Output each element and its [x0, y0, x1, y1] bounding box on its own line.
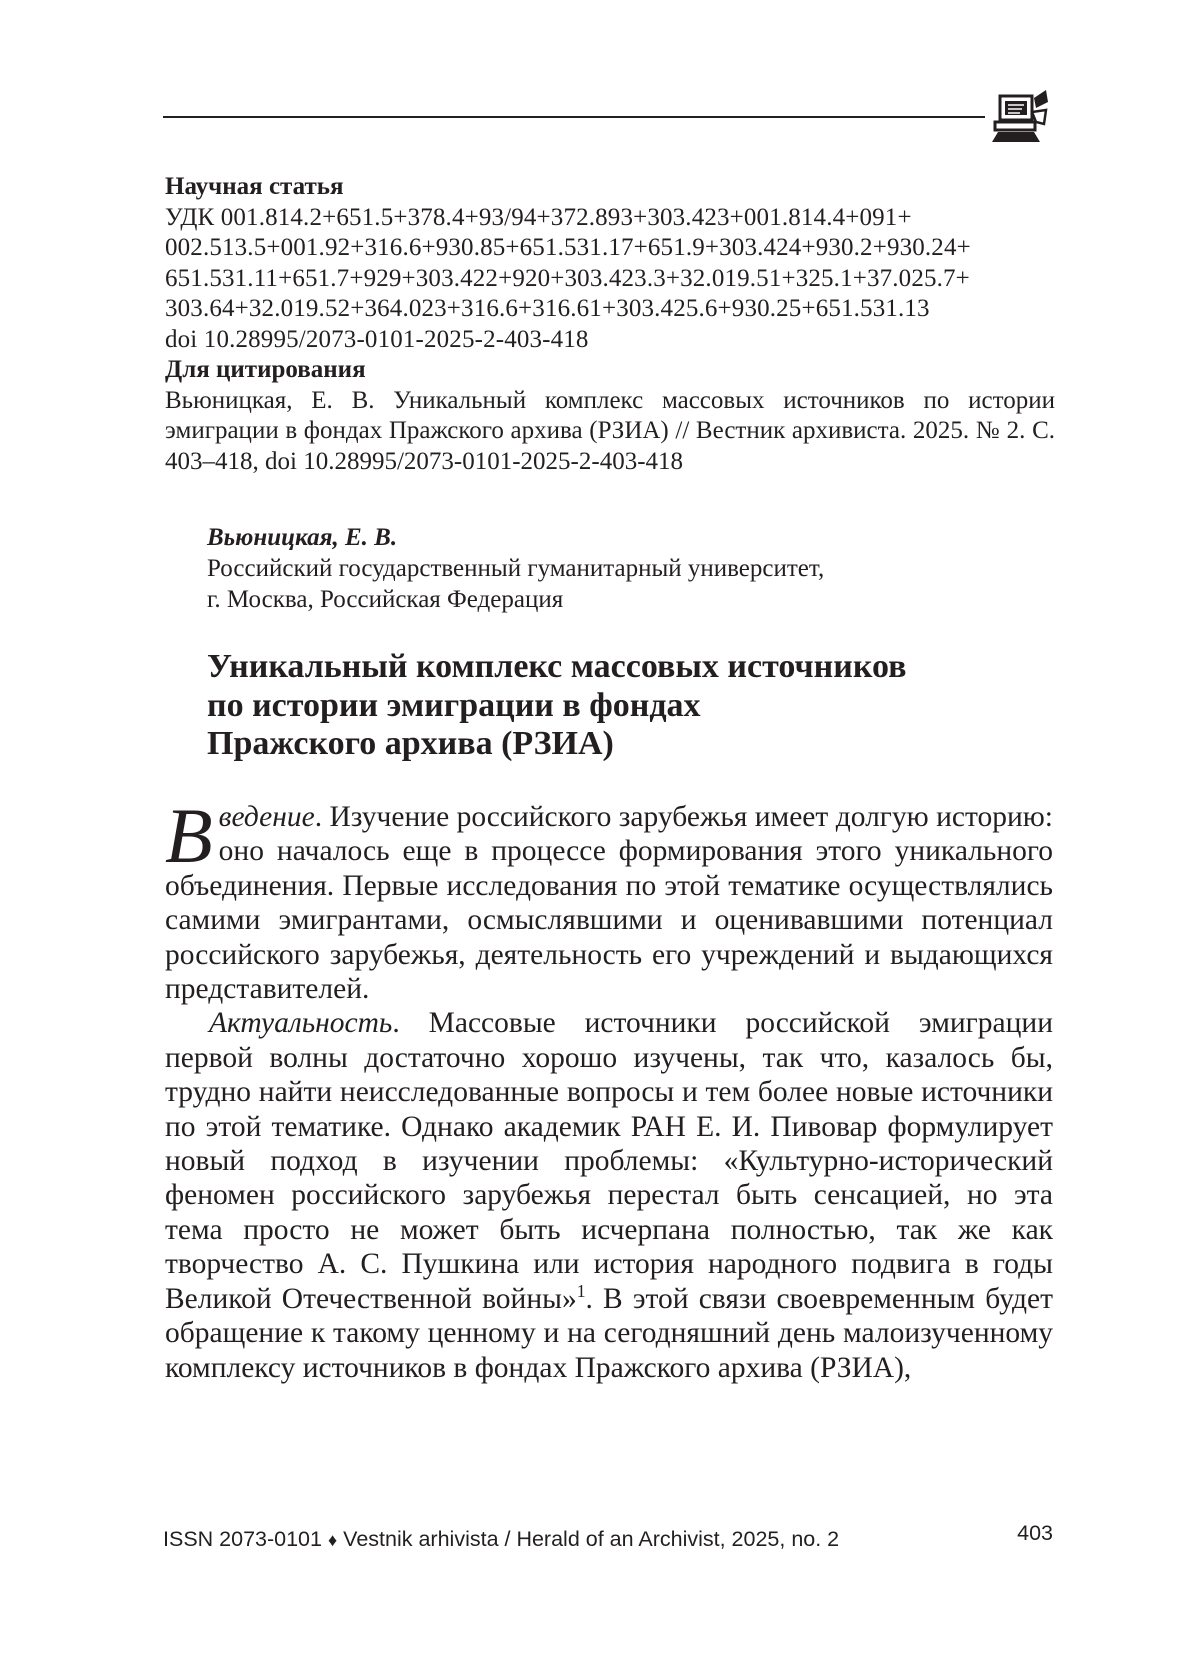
citation-text: Вьюницкая, Е. В. Уникальный комплекс массовых источников по истории эмиграции в фондах Пражского архива (РЗИА) // Вестник архивиста. 2025. № 2. С. 403–418, doi 10.28995/2073-0101-2025-2-403-418 [165, 386, 1055, 475]
udk-line: 651.531.11+651.7+929+303.422+920+303.423.3+32.019.51+325.1+37.025.7+ [165, 264, 970, 292]
author-location: г. Москва, Российская Федерация [207, 586, 564, 613]
article-meta [165, 172, 1055, 477]
issn: ISSN 2073-0101 [163, 1527, 322, 1551]
doi: doi 10.28995/2073-0101-2025-2-403-418 [165, 325, 589, 353]
paragraph-text: . Изучение российского зарубежья имеет долгую историю: оно началось еще в процессе формирования этого уникального объединения. Первые исследования по этой тематике осуществлялись самими эмигрантами, осмыслявшими и оценивавшими потенциал российского зарубежья, деятельность его учреждений и выдающихся представителей. [165, 801, 1053, 1006]
author-affiliation: Российский государственный гуманитарный университет, [207, 555, 825, 582]
section-lead: ведение [218, 801, 315, 833]
udk-line: 303.64+32.019.52+364.023+316.6+316.61+303.425.6+930.25+651.531.13 [165, 295, 930, 322]
article-body [165, 792, 1053, 1385]
page-number: 403 [1017, 1521, 1053, 1545]
author-name: Вьюницкая, Е. В. [207, 524, 398, 551]
udk-line: УДК 001.814.2+651.5+378.4+93/94+372.893+303.423+001.814.4+091+ [165, 203, 912, 231]
journal-name: Vestnik arhivista / Herald of an Archivist, 2025, no. 2 [343, 1527, 840, 1551]
paragraph-introduction [165, 792, 1053, 1006]
paragraph-text: . Массовые источники российской эмиграции первой волны достаточно хорошо изучены, так что, казалось бы, трудно найти неисследованные вопросы и тем более новые источники по этой тематике. Однако академик РАН Е. И. Пивовар формулирует новый подход в изучении проблемы: «Культурно-исторический феномен российского зарубежья перестал быть сенсацией, но эта тема просто не может быть исчерпана полностью, так же как творчество А. С. Пушкина или история народного подвига в годы Великой Отечественной войны» [165, 1007, 1053, 1315]
article-title [207, 648, 1057, 764]
title-line: Уникальный комплекс массовых источников [207, 648, 907, 685]
section-lead: Актуальность [209, 1007, 393, 1040]
author-block [207, 522, 1057, 615]
paragraph-relevance [165, 1006, 1053, 1384]
udk-line: 002.513.5+001.92+316.6+930.85+651.531.17+651.9+303.424+930.2+930.24+ [165, 234, 971, 261]
journal-info [163, 1527, 839, 1552]
footnote-ref[interactable]: 1 [576, 1280, 586, 1301]
drop-cap: В [165, 792, 213, 879]
computer-workstation-icon [990, 88, 1050, 146]
page-footer [163, 1521, 1053, 1559]
title-line: Пражского архива (РЗИА) [207, 725, 614, 762]
title-line: по истории эмиграции в фондах [207, 686, 701, 724]
article-type: Научная статья [165, 173, 344, 200]
citation-label: Для цитирования [165, 356, 366, 383]
header-rule [163, 116, 985, 118]
paragraph-text: . В этой связи своевременным будет обращение к такому ценному и на сегодняшний день малоизученному комплексу источников в фондах Пражского архива (РЗИА), [165, 1282, 1053, 1384]
diamond-icon: ♦ [327, 1530, 338, 1550]
